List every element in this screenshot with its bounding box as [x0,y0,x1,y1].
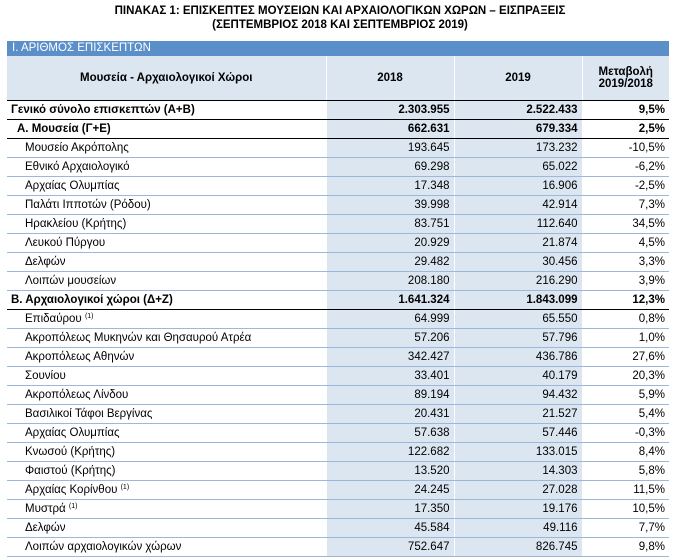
value-2019: 826.745 [454,538,582,557]
value-change: 2,5% [582,120,669,139]
table-row [7,158,669,177]
visitors-table-section [7,41,669,557]
value-2019: 133.015 [454,443,582,462]
row-name: Μουσείο Ακρόπολης [25,142,129,154]
row-name: Ακροπόλεως Μυκηνών και Θησαυρού Ατρέα [25,332,252,344]
row-name-cell [7,424,326,443]
row-name: Βασιλικοί Τάφοι Βεργίνας [25,408,153,420]
header-change [582,56,669,101]
value-change: -2,5% [582,177,669,196]
table-row [7,234,669,253]
row-name-cell [7,405,326,424]
value-2019: 1.843.099 [454,291,582,310]
table-row [7,462,669,481]
row-name-cell [7,291,326,310]
value-2018: 39.998 [326,196,454,215]
value-2019: 94.432 [454,386,582,405]
row-name-cell [7,386,326,405]
row-name-cell [7,462,326,481]
value-change: -6,2% [582,158,669,177]
value-change: 3,3% [582,253,669,272]
table-row [7,291,669,310]
row-name-cell [7,310,326,329]
value-2018: 342.427 [326,348,454,367]
value-change: 27,6% [582,348,669,367]
row-name: Φαιστού (Κρήτης) [25,465,116,477]
row-name-cell [7,367,326,386]
table-row [7,443,669,462]
table-row [7,538,669,557]
row-name: Ακροπόλεως Λίνδου [25,389,129,401]
value-change: 11,5% [582,481,669,500]
row-name: Λοιπών αρχαιολογικών χώρων [25,541,182,553]
row-name-cell [7,519,326,538]
row-name: Παλάτι Ιπποτών (Ρόδου) [25,199,151,211]
table-row [7,310,669,329]
value-change: 3,9% [582,272,669,291]
table-row [7,405,669,424]
row-name: Ακροπόλεως Αθηνών [25,351,135,363]
value-2019: 27.028 [454,481,582,500]
table-row [7,272,669,291]
table-row [7,481,669,500]
value-2018: 20.929 [326,234,454,253]
value-2018: 29.482 [326,253,454,272]
table-row [7,329,669,348]
row-name-cell [7,500,326,519]
row-name-cell [7,348,326,367]
value-change: -10,5% [582,139,669,158]
value-2019: 49.116 [454,519,582,538]
footnote-marker: (1) [68,503,78,510]
table-row [7,519,669,538]
table-row [7,139,669,158]
header-2019: 2019 [454,56,582,101]
value-change: 0,8% [582,310,669,329]
row-name: Λευκού Πύργου [25,237,106,249]
value-2019: 21.874 [454,234,582,253]
row-name: Δελφών [25,256,66,268]
value-2018: 69.298 [326,158,454,177]
value-2018: 83.751 [326,215,454,234]
row-name-cell [7,234,326,253]
table-row [7,424,669,443]
value-change: -0,3% [582,424,669,443]
value-2018: 17.348 [326,177,454,196]
value-2018: 193.645 [326,139,454,158]
row-name: Λοιπών μουσείων [25,275,117,287]
table-row [7,348,669,367]
visitors-table [7,56,669,557]
value-2018: 20.431 [326,405,454,424]
table-row [7,367,669,386]
value-change: 5,4% [582,405,669,424]
value-2019: 19.176 [454,500,582,519]
value-2019: 436.786 [454,348,582,367]
value-2018: 208.180 [326,272,454,291]
value-change: 5,8% [582,462,669,481]
row-name: Σουνίου [25,370,66,382]
value-2018: 2.303.955 [326,101,454,120]
value-change: 12,3% [582,291,669,310]
value-2019: 112.640 [454,215,582,234]
row-name: Εθνικό Αρχαιολογικό [25,161,130,173]
row-name-cell [7,253,326,272]
value-2018: 57.638 [326,424,454,443]
value-2018: 57.206 [326,329,454,348]
row-name-cell [7,215,326,234]
row-name-cell [7,443,326,462]
row-name: Δελφών [25,522,66,534]
row-name-cell [7,196,326,215]
value-2018: 122.682 [326,443,454,462]
value-change: 9,5% [582,101,669,120]
row-name: Μυστρά [25,503,66,515]
value-change: 9,8% [582,538,669,557]
row-name-cell [7,158,326,177]
table-row [7,196,669,215]
value-2019: 30.456 [454,253,582,272]
value-2018: 1.641.324 [326,291,454,310]
row-name-cell [7,101,326,120]
row-name: Ηρακλείου (Κρήτης) [25,218,127,230]
value-2019: 2.522.433 [454,101,582,120]
title-line-1: ΠΙΝΑΚΑΣ 1: ΕΠΙΣΚΕΠΤΕΣ ΜΟΥΣΕΙΩΝ ΚΑΙ ΑΡΧΑΙΟΛΟΓΙΚΩΝ ΧΩΡΩΝ – ΕΙΣΠΡΑΞΕΙΣ [114,5,566,17]
value-2019: 679.334 [454,120,582,139]
value-change: 7,7% [582,519,669,538]
value-2018: 24.245 [326,481,454,500]
value-2019: 40.179 [454,367,582,386]
value-change: 34,5% [582,215,669,234]
value-change: 7,3% [582,196,669,215]
title-line-2: (ΣΕΠΤΕΜΒΡΙΟΣ 2018 ΚΑΙ ΣΕΠΤΕΜΒΡΙΟΣ 2019) [212,19,468,31]
row-name-cell [7,120,326,139]
table-row [7,386,669,405]
value-2019: 65.022 [454,158,582,177]
row-name-cell [7,272,326,291]
table-row [7,253,669,272]
value-2018: 662.631 [326,120,454,139]
row-name-cell [7,177,326,196]
header-change-line-2: 2019/2018 [598,78,653,90]
value-2018: 45.584 [326,519,454,538]
row-name: Αρχαίας Ολυμπίας [25,427,120,439]
table-row [7,101,669,120]
value-2018: 64.999 [326,310,454,329]
row-name-cell [7,139,326,158]
header-change-line-1: Μεταβολή [598,66,653,78]
footnote-marker: (1) [84,313,94,320]
header-2018: 2018 [326,56,454,101]
value-2019: 21.527 [454,405,582,424]
value-change: 4,5% [582,234,669,253]
value-change: 5,9% [582,386,669,405]
row-name: Κνωσού (Κρήτης) [25,446,116,458]
row-name-cell [7,538,326,557]
value-2019: 16.906 [454,177,582,196]
row-name: Αρχαίας Ολυμπίας [25,180,120,192]
row-name: Β. Αρχαιολογικοί χώροι (Δ+Ζ) [11,294,173,306]
value-2018: 89.194 [326,386,454,405]
value-2019: 14.303 [454,462,582,481]
row-name: Αρχαίας Κορίνθου [25,484,118,496]
value-2018: 33.401 [326,367,454,386]
value-2019: 57.446 [454,424,582,443]
row-name: Γενικό σύνολο επισκεπτών (Α+Β) [11,104,195,116]
table-body [7,101,669,557]
table-row [7,500,669,519]
value-2019: 57.796 [454,329,582,348]
value-2018: 17.350 [326,500,454,519]
table-header-row [7,56,669,101]
table-title [0,0,680,32]
row-name-cell [7,481,326,500]
row-name: Α. Μουσεία (Γ+Ε) [17,123,111,135]
table-row [7,120,669,139]
value-change: 10,5% [582,500,669,519]
value-change: 1,0% [582,329,669,348]
value-2019: 65.550 [454,310,582,329]
value-2019: 173.232 [454,139,582,158]
value-change: 8,4% [582,443,669,462]
row-name-cell [7,329,326,348]
footnote-marker: (1) [120,484,130,491]
value-2018: 752.647 [326,538,454,557]
value-2019: 42.914 [454,196,582,215]
value-change: 20,3% [582,367,669,386]
row-name: Επιδαύρου [25,313,82,325]
table-row [7,215,669,234]
table-row [7,177,669,196]
section-header: Ι. ΑΡΙΘΜΟΣ ΕΠΙΣΚΕΠΤΩΝ [7,41,669,56]
header-place: Μουσεία - Αρχαιολογικοί Χώροι [7,56,326,101]
value-2019: 216.290 [454,272,582,291]
value-2018: 13.520 [326,462,454,481]
